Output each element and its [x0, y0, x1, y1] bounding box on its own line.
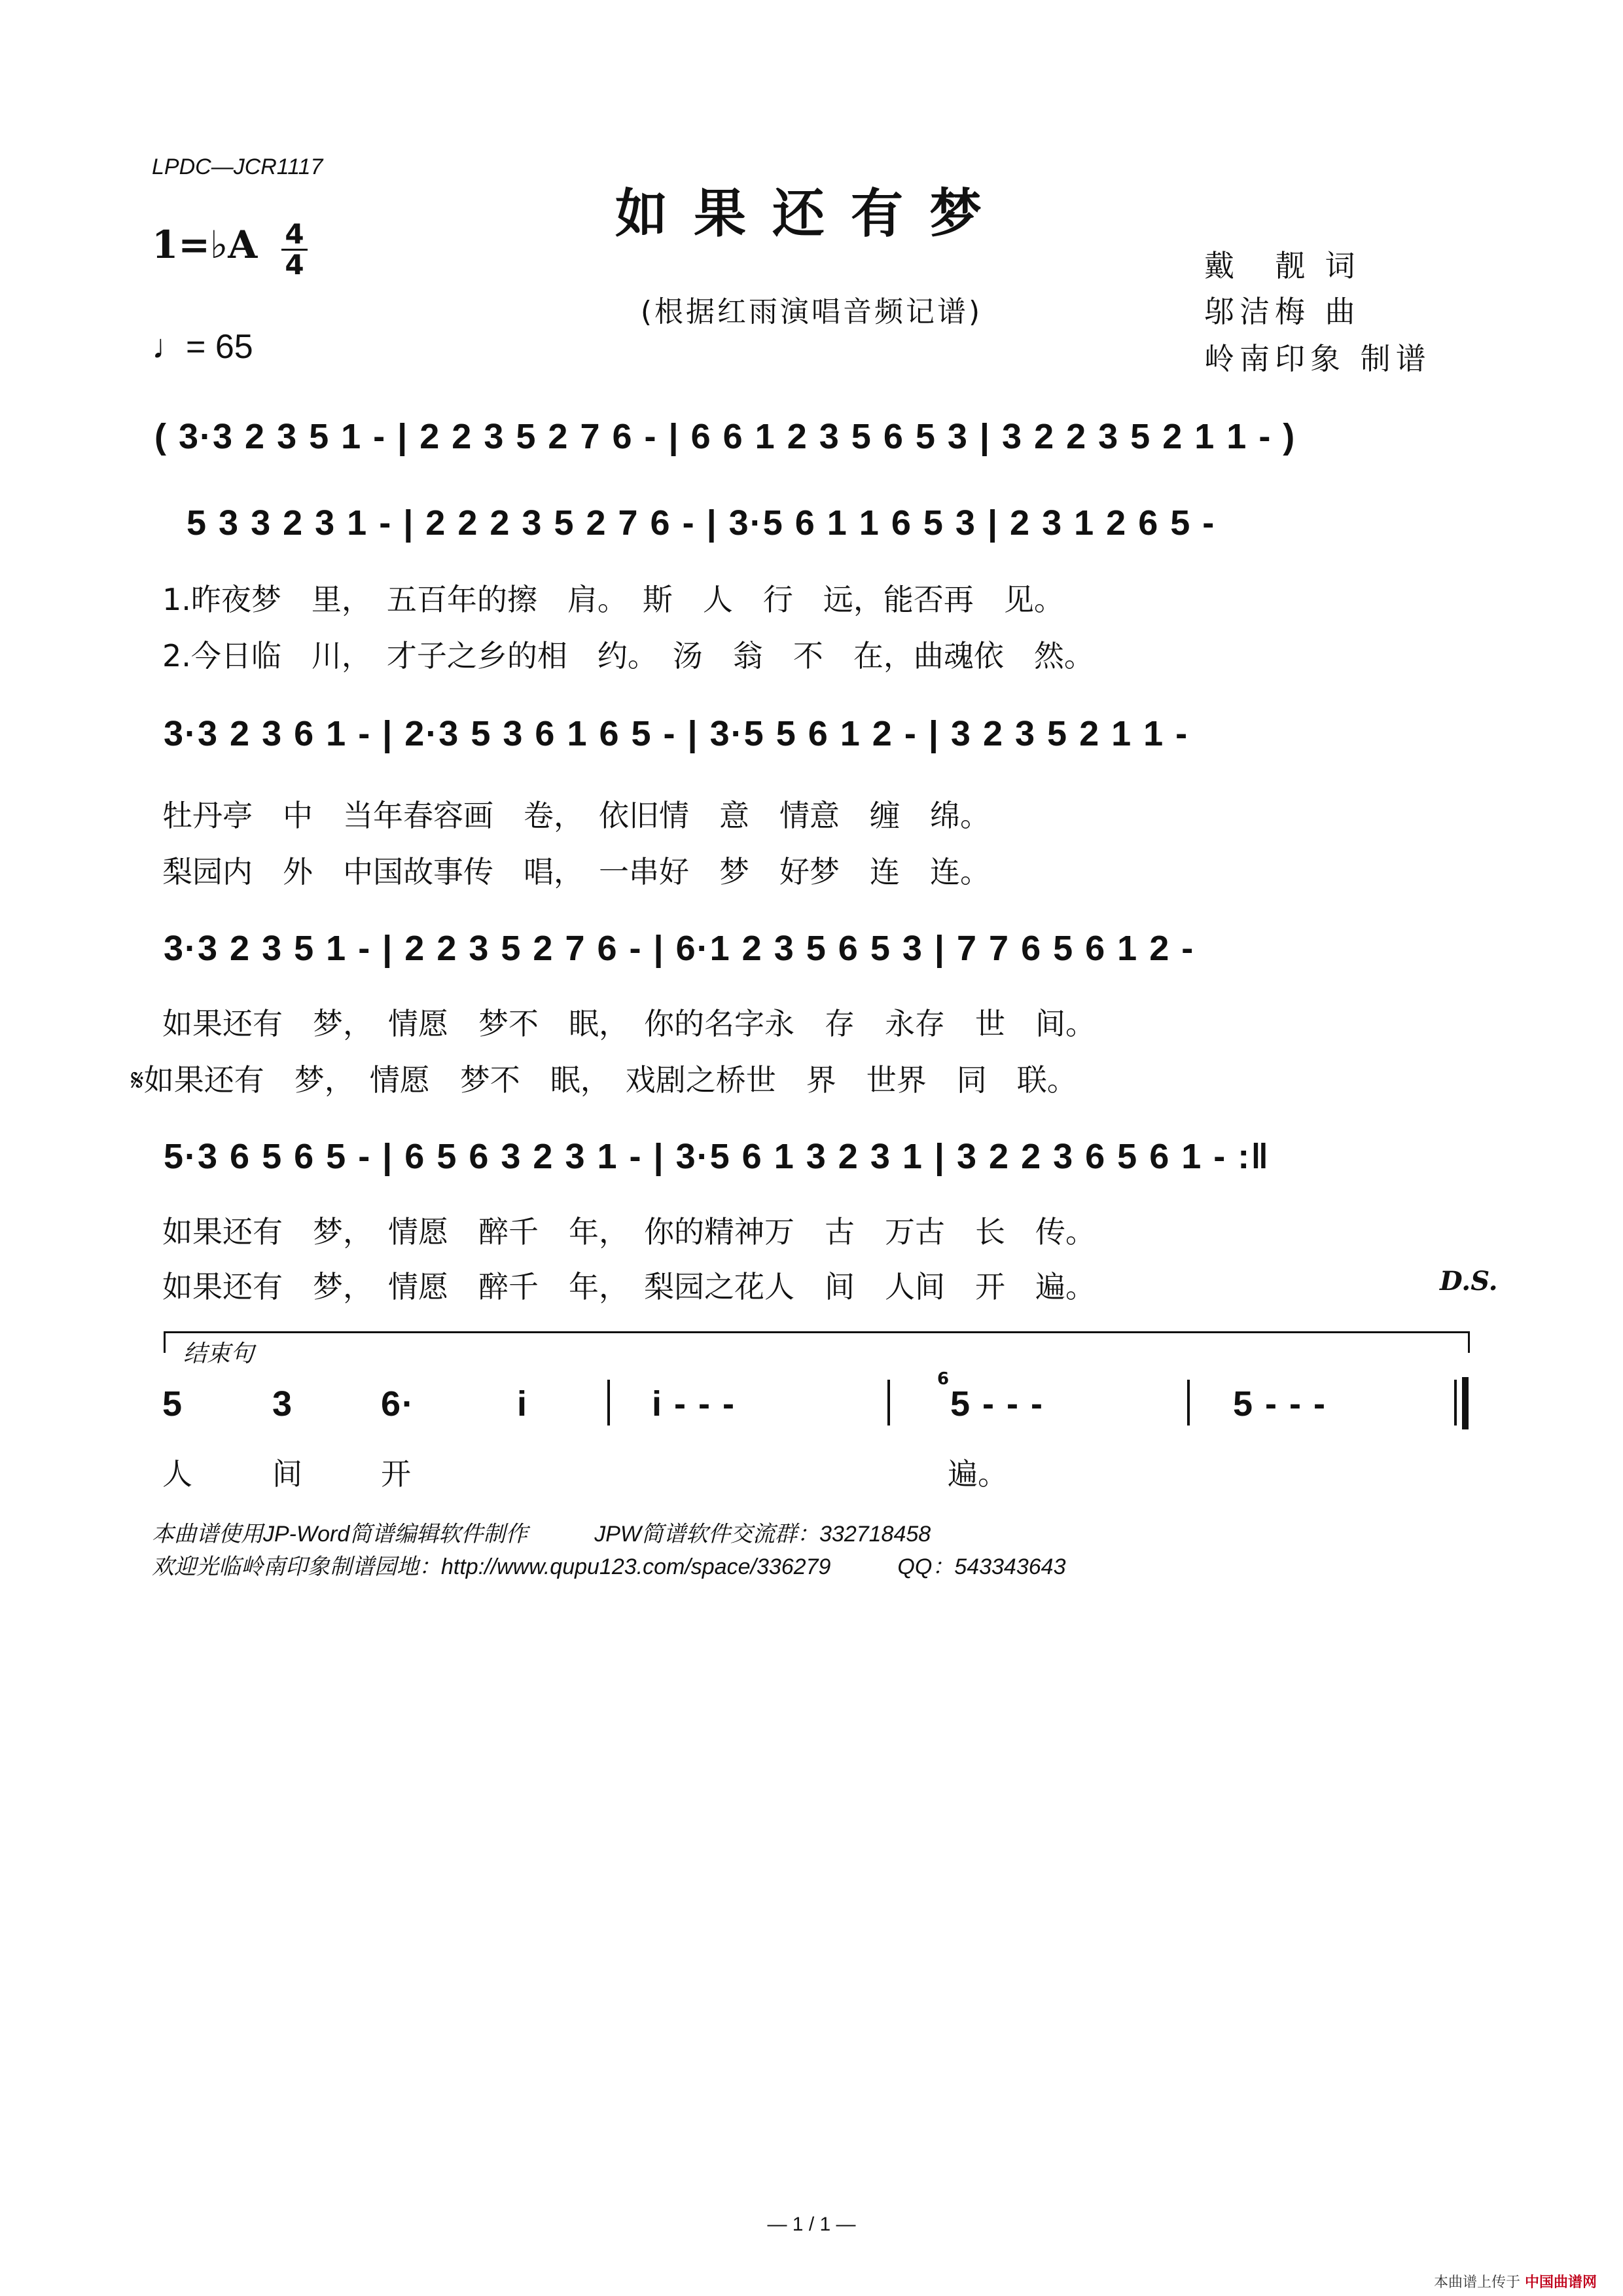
upload-credit [1434, 2271, 1597, 2291]
system-4-lyric-1: 如果还有 梦， 情愿 醉千 年， 你的精神万 古 万古 长 传。 [162, 1214, 1096, 1249]
final-barline-thin [1454, 1380, 1457, 1426]
ending-note-7: 5 - - - [1233, 1384, 1327, 1424]
system-2-lyric-2: 梨园内 外 中国故事传 唱， 一串好 梦 好梦 连 连。 [162, 854, 990, 889]
ending-lyric-3: 开 [381, 1456, 411, 1492]
composer-credit: 邬洁梅 曲 [1204, 294, 1361, 329]
ending-note-5: i - - - [652, 1384, 736, 1424]
page-number: — 1 / 1 — [767, 2214, 856, 2235]
ending-note-1: 5 [162, 1384, 184, 1424]
ending-note-3: 6· [381, 1384, 416, 1424]
barline [887, 1380, 890, 1426]
system-1-lyric-1: 1.昨夜梦 里， 五百年的擦 肩。 斯 人 行 远，能否再 见。 [162, 582, 1064, 617]
page-title: 如果还有梦 [615, 183, 1008, 244]
system-4-lyric-2: 如果还有 梦， 情愿 醉千 年， 梨园之花人 间 人间 开 遍。 [162, 1269, 1096, 1304]
subtitle: (根据红雨演唱音频记谱) [640, 295, 983, 329]
grace-note: 6 [937, 1369, 950, 1389]
ending-lyric-2: 间 [272, 1456, 302, 1492]
upload-prefix: 本曲谱上传于 [1433, 2274, 1520, 2291]
system-1-notes: 5 3 3 2 3 1 - | 2 2 2 3 5 2 7 6 - | 3·5 6 1 1 6 5 3 | 2 3 1 2 6 5 - [187, 503, 1216, 543]
ending-note-6: 5 - - - [950, 1384, 1044, 1424]
footer-line-1: 本曲谱使用JP-Word简谱编辑软件制作 JPW简谱软件交流群：332718458 [152, 1522, 931, 1547]
arranger-credit: 岭南印象 制谱 [1204, 341, 1431, 376]
system-1-lyric-2: 2.今日临 川， 才子之乡的相 约。 汤 翁 不 在，曲魂依 然。 [162, 638, 1094, 673]
final-barline-thick [1462, 1377, 1469, 1429]
ending-label: 结束句 [183, 1340, 255, 1367]
lyricist-credit: 戴 靓 词 [1204, 248, 1361, 283]
ending-bracket [164, 1331, 1470, 1353]
system-3-lyric-1: 如果还有 梦， 情愿 梦不 眠， 你的名字永 存 永存 世 间。 [162, 1006, 1096, 1041]
ds-marking: D.S. [1440, 1266, 1498, 1297]
system-2-notes: 3·3 2 3 6 1 - | 2·3 5 3 6 1 6 5 - | 3·5 5 6 1 2 - | 3 2 3 5 2 1 1 - [164, 714, 1189, 753]
score-code: LPDC—JCR1117 [152, 154, 323, 179]
system-3-notes: 3·3 2 3 5 1 - | 2 2 3 5 2 7 6 - | 6·1 2 3 5 6 5 3 | 7 7 6 5 6 1 2 - [164, 929, 1195, 968]
site-logo: 中国曲谱网 [1524, 2274, 1597, 2291]
ending-lyric-1: 人 [162, 1456, 192, 1492]
barline [1187, 1380, 1190, 1426]
system-2-lyric-1: 牡丹亭 中 当年春容画 卷， 依旧情 意 情意 缠 绵。 [162, 798, 990, 833]
system-4-notes: 5·3 6 5 6 5 - | 6 5 6 3 2 3 1 - | 3·5 6 1 3 2 3 1 | 3 2 2 3 6 5 6 1 - :‖ [164, 1137, 1270, 1176]
intro-notes: ( 3·3 2 3 5 1 - | 2 2 3 5 2 7 6 - | 6 6 1 2 3 5 6 5 3 | 3 2 2 3 5 2 1 1 - ) [154, 417, 1296, 456]
time-bottom: 4 [285, 249, 304, 281]
footer-line-2: 欢迎光临岭南印象制谱园地：http://www.qupu123.com/space/336279 QQ：543343643 [152, 1554, 1066, 1579]
barline [607, 1380, 610, 1426]
ending-note-2: 3 [272, 1384, 294, 1424]
time-top: 4 [285, 218, 304, 250]
ending-note-4: i [517, 1384, 529, 1424]
time-signature [281, 218, 308, 281]
tempo-marking: ♩= 65 [152, 328, 253, 366]
ending-lyric-4: 遍。 [948, 1456, 1008, 1492]
system-3-lyric-2: 𝄋如果还有 梦， 情愿 梦不 眠， 戏剧之桥世 界 世界 同 联。 [131, 1062, 1077, 1098]
key-signature: 1=♭A [152, 223, 258, 267]
